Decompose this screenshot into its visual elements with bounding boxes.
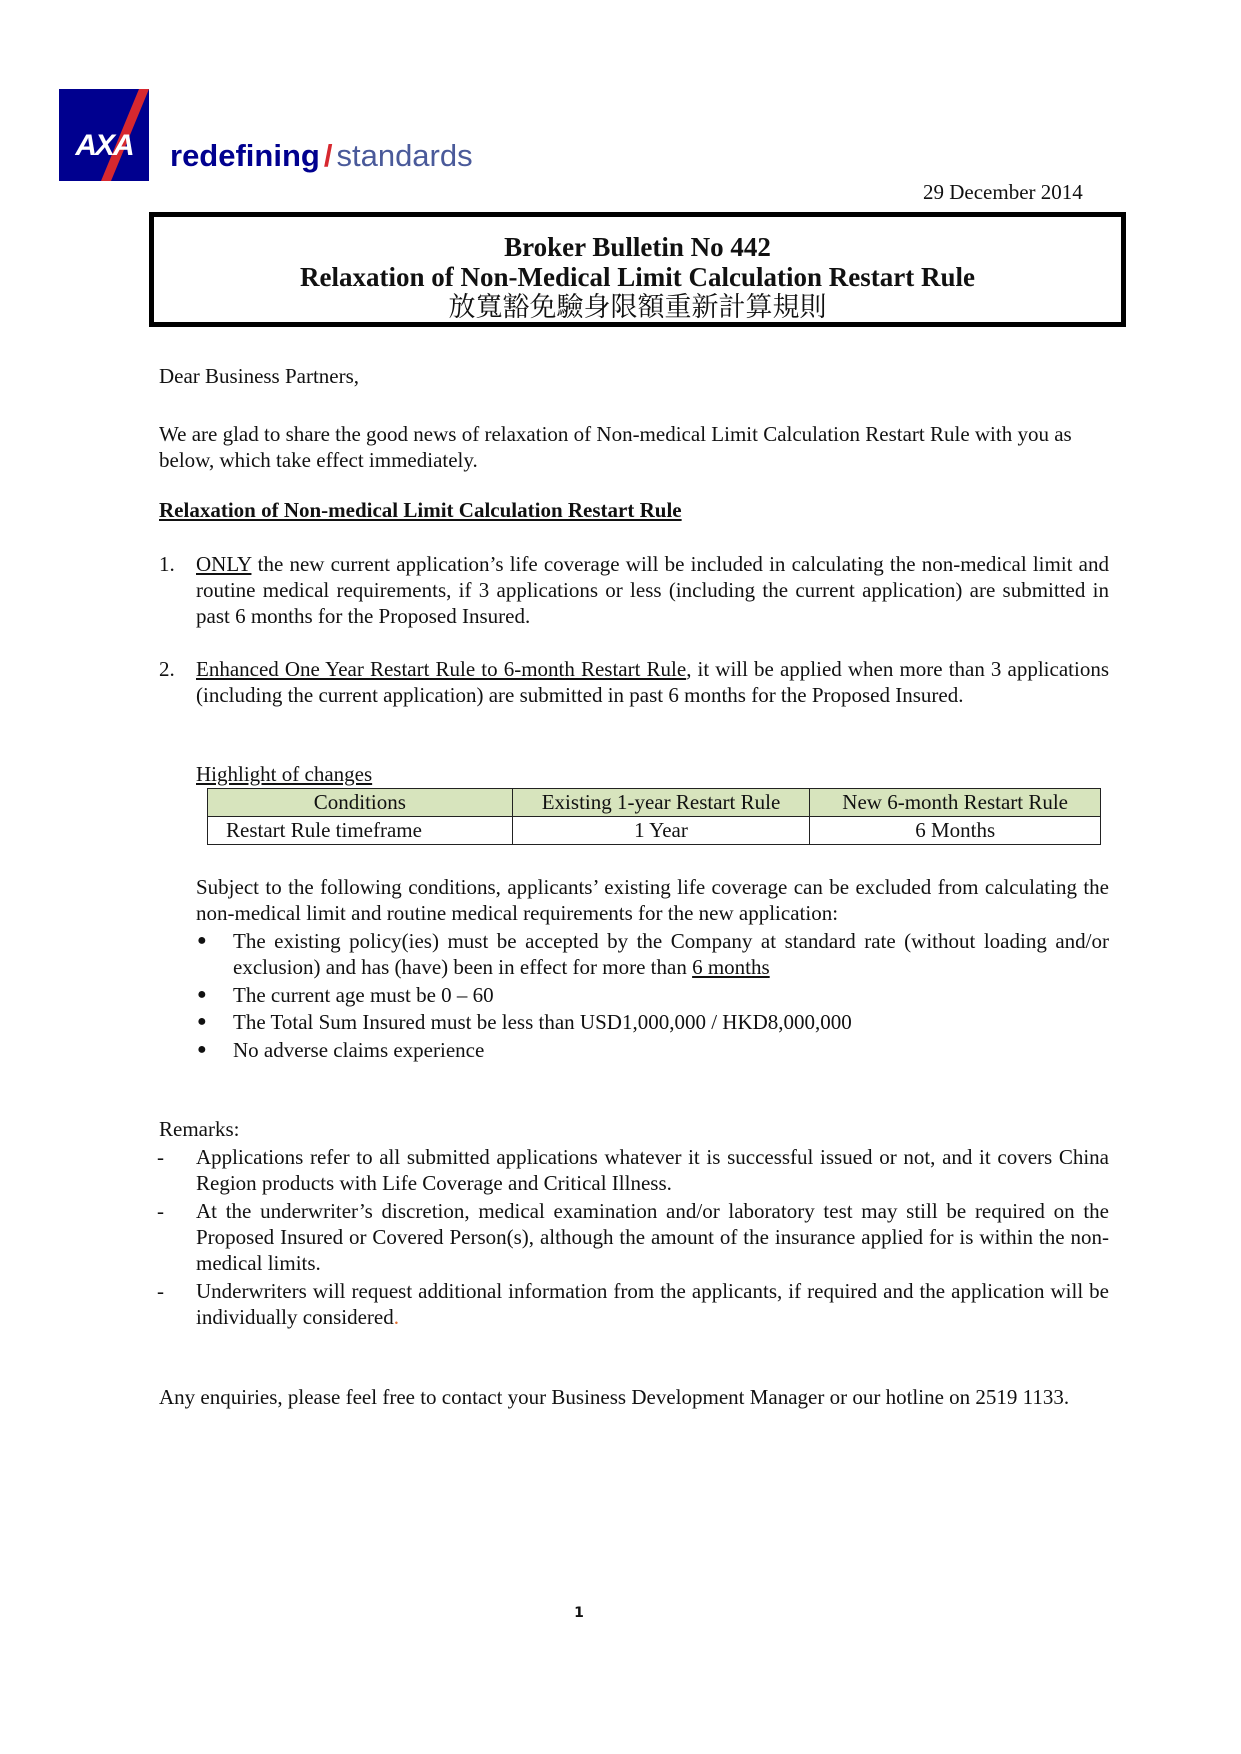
bullet-icon: ●	[197, 1041, 207, 1058]
table-row	[208, 817, 1101, 845]
bulletin-title: Relaxation of Non-Medical Limit Calculation Restart Rule	[300, 262, 975, 292]
item-number: 2.	[159, 657, 175, 681]
tagline-slash: /	[323, 138, 333, 173]
logo-text: AXA	[75, 129, 133, 162]
bullet-icon: ●	[197, 1013, 207, 1030]
conditions-intro: Subject to the following conditions, applicants’ existing life coverage can be excluded from calculating the non-medical limit and routine medical requirements for the new application:	[196, 875, 1109, 925]
remark-item	[196, 1278, 1109, 1330]
item-text: , it will be applied when more than 3 applications (including the current application) are submitted in past 6 months for the Proposed Insured.	[196, 657, 1109, 707]
table-cell: Restart Rule timeframe	[208, 817, 513, 845]
condition-item: The Total Sum Insured must be less than USD1,000,000 / HKD8,000,000	[233, 1010, 852, 1034]
condition-item: The current age must be 0 – 60	[233, 983, 494, 1007]
list-item	[196, 551, 1109, 629]
item-emphasis: Enhanced One Year Restart Rule to 6-month Restart Rule	[196, 657, 687, 681]
remark-item: At the underwriter’s discretion, medical examination and/or laboratory test may still be required on the Proposed Insured or Covered Person(s), although the amount of the insurance applied for is within the non-medical limits.	[196, 1199, 1109, 1275]
title-box	[149, 212, 1126, 327]
highlight-caption: Highlight of changes	[196, 762, 373, 786]
table-header-row	[208, 789, 1101, 817]
remarks-heading: Remarks:	[159, 1117, 240, 1141]
bullet-icon: ●	[197, 932, 207, 949]
remark-item: Applications refer to all submitted applications whatever it is successful issued or not, and it covers China Region products with Life Coverage and Critical Illness.	[196, 1145, 1109, 1195]
section-heading: Relaxation of Non-medical Limit Calculation Restart Rule	[159, 498, 682, 522]
page-number: 1	[574, 1605, 584, 1621]
remark-period: .	[393, 1305, 399, 1329]
bulletin-date: 29 December 2014	[923, 180, 1083, 204]
table-header-cell: Conditions	[208, 789, 513, 817]
table-cell: 6 Months	[810, 817, 1101, 845]
bullet-icon: ●	[197, 986, 207, 1003]
axa-logo	[59, 89, 149, 181]
bulletin-number: Broker Bulletin No 442	[504, 232, 771, 262]
condition-text: The existing policy(ies) must be accepted by the Company at standard rate (without loading and/or exclusion) and has (have) been in effect for more than	[233, 929, 1109, 979]
dash-icon: -	[157, 1145, 164, 1169]
tagline-part1: redefining	[170, 138, 320, 173]
tagline	[170, 138, 473, 174]
item-number: 1.	[159, 552, 175, 576]
table-header-cell: New 6-month Restart Rule	[810, 789, 1101, 817]
table-cell: 1 Year	[512, 817, 810, 845]
tagline-part2: standards	[336, 138, 473, 173]
dash-icon: -	[157, 1199, 164, 1223]
closing-paragraph: Any enquiries, please feel free to contact your Business Development Manager or our hotline on 2519 1133.	[159, 1385, 1070, 1409]
highlight-table	[207, 788, 1101, 845]
bulletin-title-chinese: 放寬豁免驗身限額重新計算規則	[448, 292, 827, 323]
condition-item: No adverse claims experience	[233, 1038, 485, 1062]
item-text: the new current application’s life coverage will be included in calculating the non-medical limit and routine medical requirements, if 3 applications or less (including the current application) are submitted in past 6 months for the Proposed Insured.	[196, 552, 1109, 628]
condition-item	[233, 928, 1109, 980]
remark-text: Underwriters will request additional information from the applicants, if required and the application will be individually considered	[196, 1279, 1109, 1329]
item-emphasis: ONLY	[196, 552, 252, 576]
condition-emphasis: 6 months	[692, 955, 770, 979]
dash-icon: -	[157, 1279, 164, 1303]
list-item	[196, 656, 1109, 708]
table-header-cell: Existing 1-year Restart Rule	[512, 789, 810, 817]
greeting: Dear Business Partners,	[159, 364, 360, 388]
intro-paragraph: We are glad to share the good news of relaxation of Non-medical Limit Calculation Restart Rule with you as below, which take effect immediately.	[159, 422, 1072, 472]
